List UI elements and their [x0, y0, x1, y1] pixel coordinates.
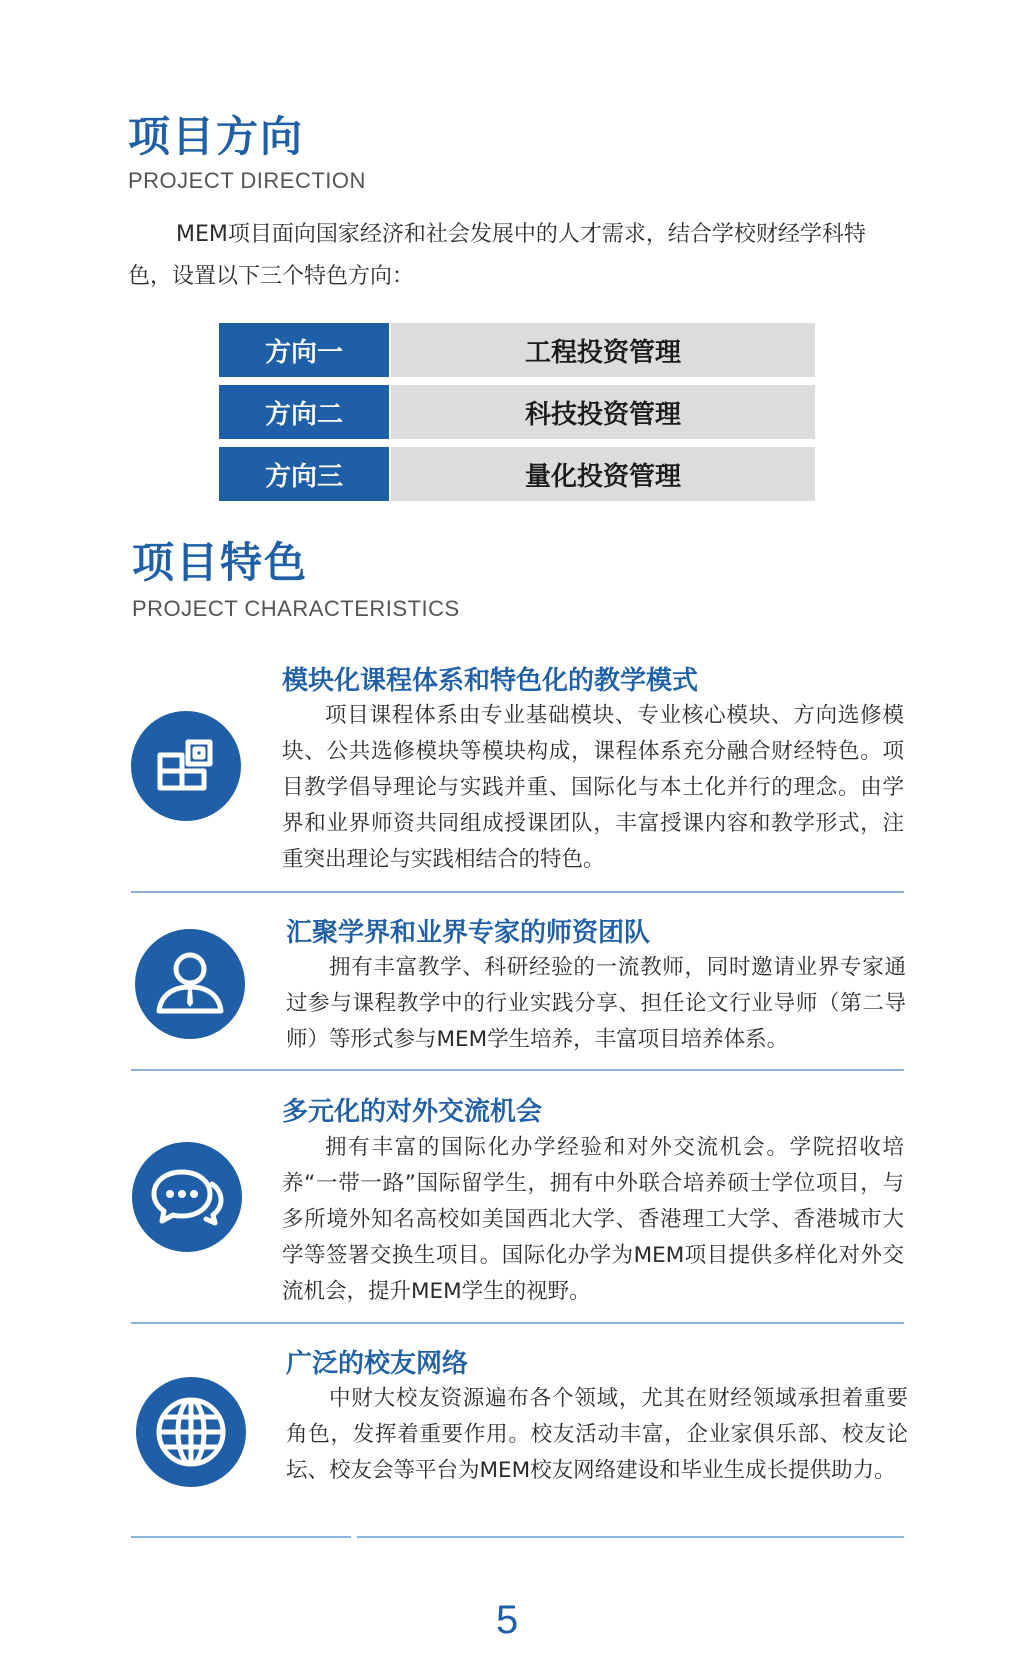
feature-body: 拥有丰富的国际化办学经验和对外交流机会。学院招收培养“一带一路”国际留学生，拥有中外联合培养硕士学位项目，与多所境外知名高校如美国西北大学、香港理工大学、香港城市大学等签署交换生项目。国际化办学为MEM项目提供多样化对外交流机会，提升MEM学生的视野。	[282, 1135, 904, 1304]
characteristics-subtitle: PROJECT CHARACTERISTICS	[132, 596, 460, 621]
feature-title: 多元化的对外交流机会	[282, 1097, 543, 1127]
direction-label: 方向二	[219, 385, 389, 439]
direction-name: 科技投资管理	[391, 385, 815, 439]
chat-icon	[132, 1142, 242, 1252]
person-icon	[135, 929, 245, 1039]
divider	[357, 1536, 904, 1538]
divider	[131, 891, 904, 893]
characteristics-title: 项目特色	[132, 538, 309, 587]
modules-icon	[131, 711, 241, 821]
direction-title: 项目方向	[128, 112, 305, 161]
direction-subtitle: PROJECT DIRECTION	[128, 168, 366, 193]
feature-title: 汇聚学界和业界专家的师资团队	[286, 918, 651, 948]
direction-label: 方向三	[219, 447, 389, 501]
feature-body: 中财大校友资源遍布各个领域，尤其在财经领域承担着重要角色，发挥着重要作用。校友活动丰富，企业家俱乐部、校友论坛、校友会等平台为MEM校友网络建设和毕业生成长提供助力。	[286, 1386, 908, 1483]
feature-title: 模块化课程体系和特色化的教学模式	[282, 666, 699, 696]
page-number: 5	[496, 1598, 519, 1642]
feature-body: 项目课程体系由专业基础模块、专业核心模块、方向选修模块、公共选修模块等模块构成，课程体系充分融合财经特色。项目教学倡导理论与实践并重、国际化与本土化并行的理念。由学界和业界师资共同组成授课团队，丰富授课内容和教学形式，注重突出理论与实践相结合的特色。	[282, 703, 904, 872]
divider	[131, 1322, 904, 1324]
direction-name: 工程投资管理	[391, 323, 815, 377]
feature-title: 广泛的校友网络	[286, 1349, 469, 1379]
direction-label: 方向一	[219, 323, 389, 377]
direction-row	[219, 323, 815, 377]
globe-icon	[136, 1377, 246, 1487]
feature-body: 拥有丰富教学、科研经验的一流教师，同时邀请业界专家通过参与课程教学中的行业实践分享、担任论文行业导师（第二导师）等形式参与MEM学生培养，丰富项目培养体系。	[286, 955, 906, 1052]
divider	[131, 1536, 351, 1538]
divider	[131, 1069, 904, 1071]
direction-row	[219, 385, 815, 439]
direction-name: 量化投资管理	[391, 447, 815, 501]
direction-row	[219, 447, 815, 501]
direction-intro: MEM项目面向国家经济和社会发展中的人才需求，结合学校财经学科特色，设置以下三个特色方向：	[128, 222, 866, 289]
